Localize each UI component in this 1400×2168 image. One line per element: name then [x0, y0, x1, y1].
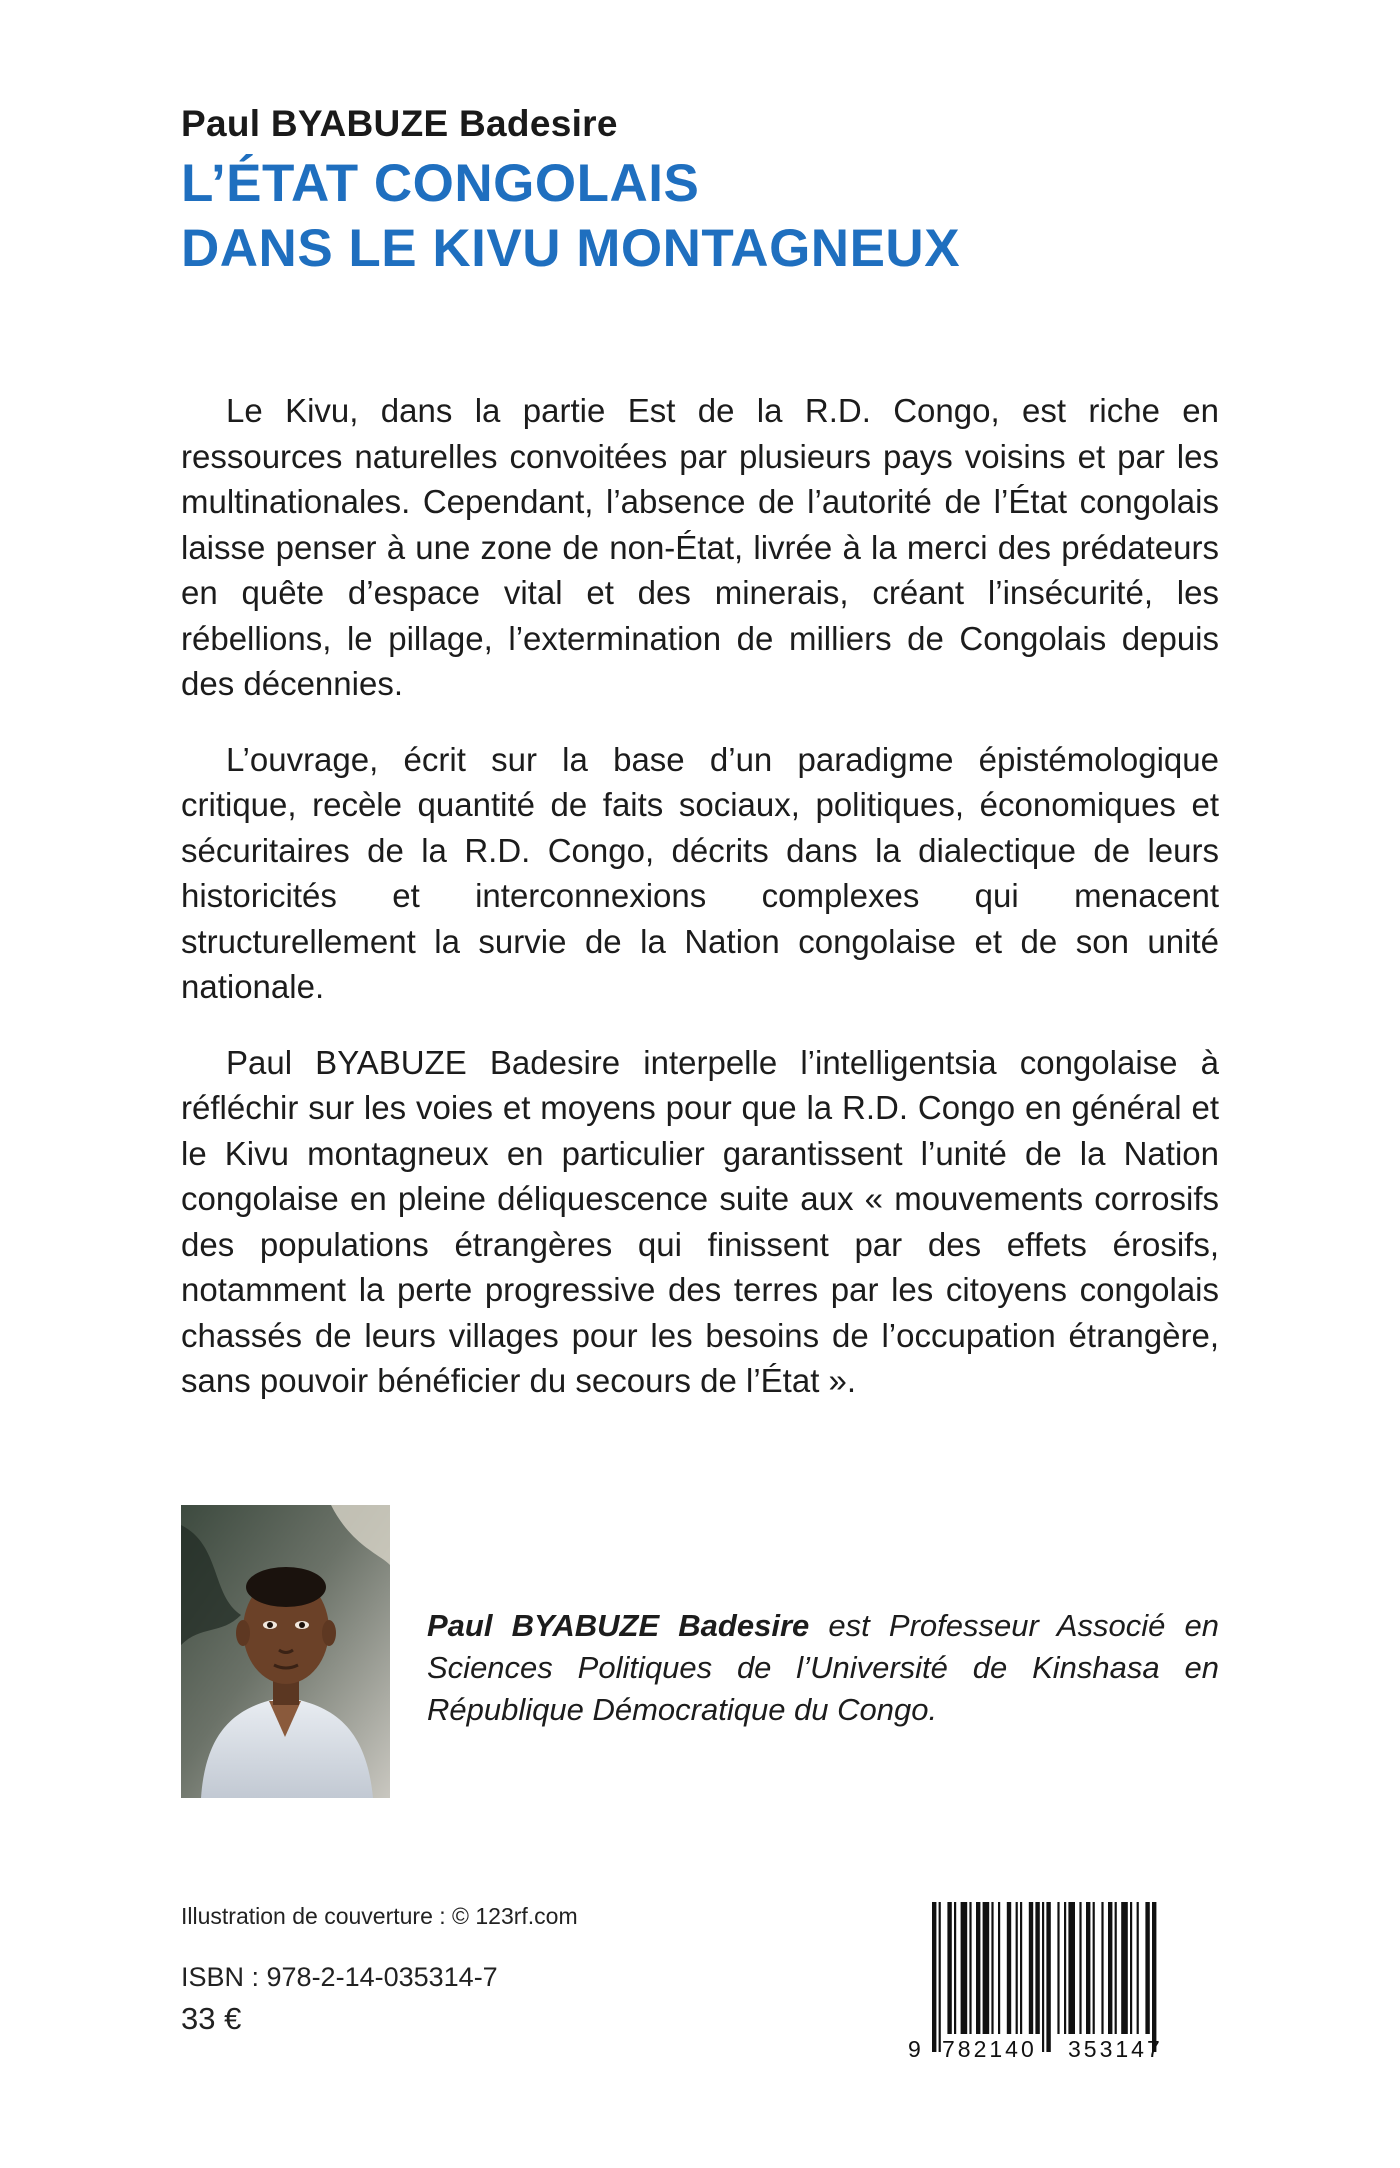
barcode-bar — [969, 1902, 971, 2034]
bio-text: est Professeur Associé en Sciences Politiques de l’Université de Kinshasa en République Démocratique du Congo. — [427, 1608, 1219, 1727]
summary-paragraph-1: Le Kivu, dans la partie Est de la R.D. Congo, est riche en ressources naturelles convoitées par plusieurs pays voisins et par les multinationales. Cependant, l’absence de l’autorité de l’État congolais laisse penser à une zone de non-État, livrée à la merci des prédateurs en quête d’espace vital et des minerais, créant l’insécurité, les rébellions, le pillage, l’extermination de milliers de Congolais depuis des décennies. — [181, 392, 1219, 702]
barcode-bar — [1068, 1902, 1075, 2034]
barcode-bar — [1046, 1902, 1050, 2052]
book-title-line-1: L’ÉTAT CONGOLAIS — [181, 154, 700, 213]
barcode-bar — [1130, 1902, 1132, 2034]
cover-illustration-credit: Illustration de couverture : © 123rf.com — [181, 1903, 578, 1929]
barcode-bar — [1057, 1902, 1059, 2034]
barcode-bar — [976, 1902, 980, 2034]
barcode-bar — [1007, 1902, 1011, 2034]
author-bio — [427, 1605, 1219, 1731]
barcode-bar — [1029, 1902, 1033, 2034]
barcode-right-digits: 353147 — [1068, 2036, 1163, 2062]
barcode-bar — [1137, 1902, 1139, 2034]
barcode-bar — [1115, 1902, 1117, 2034]
isbn-barcode — [902, 1894, 1222, 2070]
barcode-bar — [947, 1902, 951, 2034]
barcode-bar — [1016, 1902, 1018, 2034]
barcode-bar — [1108, 1902, 1112, 2034]
barcode-bar — [998, 1902, 1000, 2034]
book-summary — [181, 388, 1219, 1434]
book-title-line-2: DANS LE KIVU MONTAGNEUX — [181, 219, 961, 278]
barcode-bar — [983, 1902, 990, 2034]
author-photo — [181, 1505, 390, 1798]
barcode-bar — [939, 1902, 941, 2052]
author-portrait-image — [181, 1505, 390, 1798]
bio-author-name: Paul BYABUZE Badesire — [427, 1608, 810, 1643]
barcode-bar — [1079, 1902, 1081, 2034]
summary-paragraph-3: Paul BYABUZE Badesire interpelle l’intelligentsia congolaise à réfléchir sur les voies et moyens pour que la R.D. Congo en général et le Kivu montagneux en particulier garantissent l’unité de la Nation congolaise en pleine déliquescence suite aux « mouvements corrosifs des populations étrangères qui finissent par des effets érosifs, notamment la perte progressive des terres par les citoyens congolais chassés de leurs villages pour les besoins de l’occupation étrangère, sans pouvoir bénéficier du secours de l’État ». — [181, 1043, 1219, 1399]
barcode-first-digit: 9 — [908, 2036, 921, 2062]
price-label: 33 € — [181, 2001, 242, 2036]
barcode-left-digits: 782140 — [942, 2036, 1037, 2062]
barcode-bar — [1020, 1902, 1022, 2034]
barcode-bar — [1064, 1902, 1066, 2034]
barcode-bar — [1145, 1902, 1149, 2034]
barcode-bar — [1093, 1902, 1095, 2034]
barcode-bar — [1152, 1902, 1156, 2052]
barcode-bar — [1101, 1902, 1103, 2034]
isbn-number: ISBN : 978-2-14-035314-7 — [181, 1962, 498, 1992]
barcode-bar — [991, 1902, 993, 2034]
barcode-bar — [932, 1902, 936, 2052]
barcode-bar — [1086, 1902, 1090, 2034]
barcode-bar — [961, 1902, 968, 2034]
barcode-bar — [954, 1902, 956, 2034]
barcode-bar — [1121, 1902, 1128, 2034]
barcode-bar — [1042, 1902, 1044, 2052]
summary-paragraph-2: L’ouvrage, écrit sur la base d’un paradigme épistémologique critique, recèle quantité de faits sociaux, politiques, économiques et sécuritaires de la R.D. Congo, décrits dans la dialectique de leurs historicités et interconnexions complexes qui menacent structurellement la survie de la Nation congolaise et de son unité nationale. — [181, 740, 1219, 1005]
author-name-heading: Paul BYABUZE Badesire — [181, 103, 618, 144]
barcode-bars — [932, 1902, 1156, 2052]
barcode-bar — [1035, 1902, 1039, 2034]
